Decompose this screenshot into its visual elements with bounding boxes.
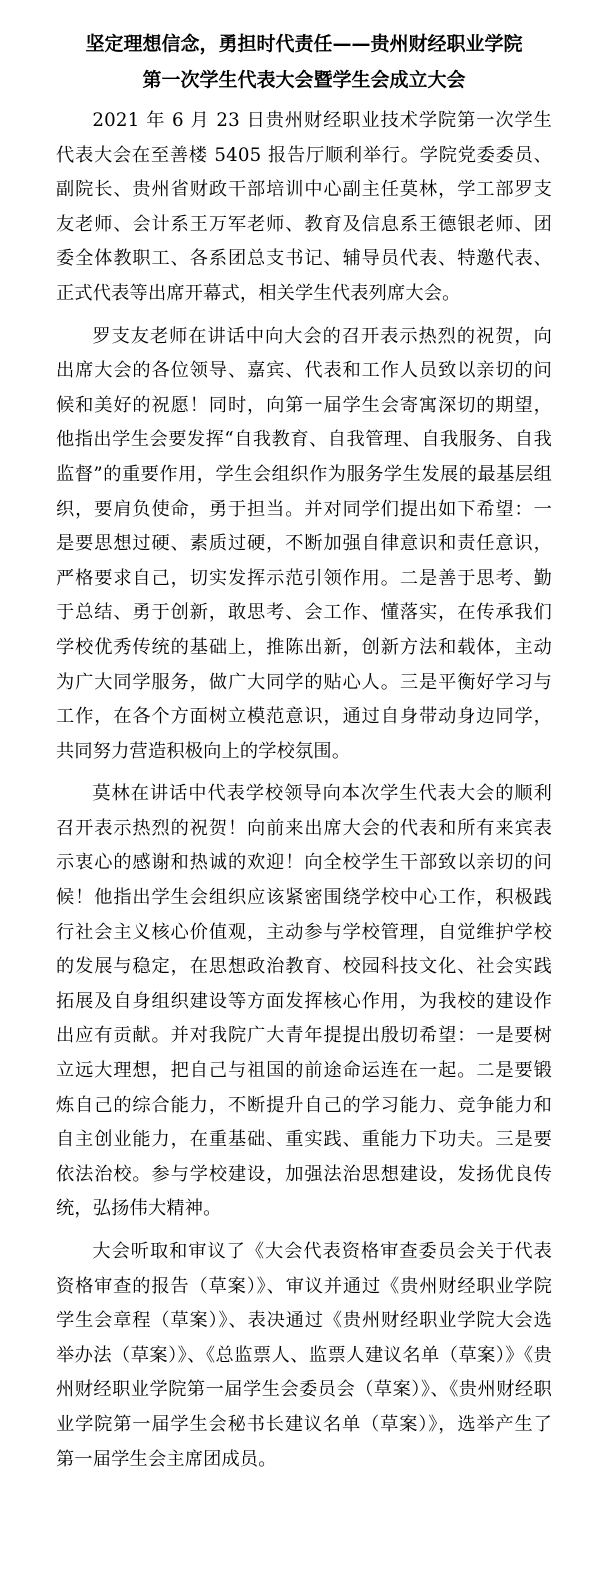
title-line-1: 坚定理想信念，勇担时代责任——贵州财经职业学院 bbox=[85, 33, 523, 55]
paragraph-luo-speech: 罗支友老师在讲话中向大会的召开表示热烈的祝贺，向出席大会的各位领导、嘉宾、代表和工作人员致以亲切的问候和美好的祝愿！同时，向第一届学生会寄寓深切的期望，他指出学生会要发挥“自我教育、自我管理、自我服务、自我监督”的重要作用，学生会组织作为服务学生发展的最基层组织，要肩负使命，勇于担当。并对同学们提出如下希望：一是要思想过硬、素质过硬，不断加强自律意识和责任意识，严格要求自己，切实发挥示范引领作用。二是善于思考、勤于总结、勇于创新，敢思考、会工作、懂落实，在传承我们学校优秀传统的基础上，推陈出新，创新方法和载体，主动为广大同学服务，做广大同学的贴心人。三是平衡好学习与工作，在各个方面树立模范意识，通过自身带动身边同学，共同努力营造积极向上的学校氛围。 bbox=[56, 325, 552, 762]
paragraph-mo-speech: 莫林在讲话中代表学校领导向本次学生代表大会的顺利召开表示热烈的祝贺！向前来出席大会的代表和所有来宾表示衷心的感谢和热诚的欢迎！向全校学生干部致以亲切的问候！他指出学生会组织应该紧密围绕学校中心工作，积极践行社会主义核心价值观，主动参与学校管理，自觉维护学校的发展与稳定，在思想政治教育、校园科技文化、社会实践拓展及自身组织建设等方面发挥核心作用，为我校的建设作出应有贡献。并对我院广大青年提提出殷切希望：一是要树立远大理想，把自己与祖国的前途命运连在一起。二是要锻炼自己的综合能力，不断提升自己的学习能力、竞争能力和自主创业能力，在重基础、重实践、重能力下功夫。三是要依法治校。参与学校建设，加强法治思想建设，发扬优良传统，弘扬伟大精神。 bbox=[56, 783, 552, 1220]
article-body bbox=[56, 104, 552, 1477]
article bbox=[56, 26, 552, 1485]
paragraph-opening: 2021 年 6 月 23 日贵州财经职业技术学院第一次学生代表大会在至善楼 5405 报告厅顺利举行。学院党委委员、副院长、贵州省财政干部培训中心副主任莫林，学工部罗支友老师、会计系王万军老师、教育及信息系王德银老师、团委全体教职工、各系团总支书记、辅导员代表、特邀代表、正式代表等出席开幕式，相关学生代表列席大会。 bbox=[56, 110, 552, 304]
title-line-2: 第一次学生代表大会暨学生会成立大会 bbox=[142, 69, 466, 91]
paragraph-proceedings: 大会听取和审议了《大会代表资格审查委员会关于代表资格审查的报告（草案）》、审议并通过《贵州财经职业学院学生会章程（草案）》、表决通过《贵州财经职业学院大会选举办法（草案）》、《总监票人、监票人建议名单（草案）》《贵州财经职业学院第一届学生会委员会（草案）》、《贵州财经职业学院第一届学生会秘书长建议名单（草案）》，选举产生了第一届学生会主席团成员。 bbox=[56, 1241, 552, 1470]
article-title bbox=[50, 26, 558, 98]
